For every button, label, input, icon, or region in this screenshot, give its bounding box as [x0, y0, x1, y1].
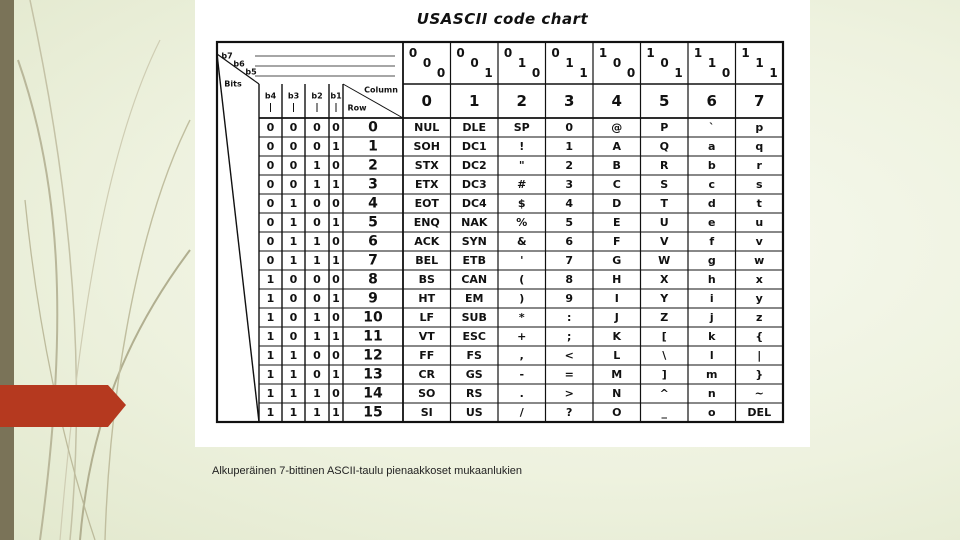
corner-label-bits: Bits — [224, 79, 242, 89]
row-bit: 0 — [266, 140, 275, 153]
table-cell: 7 — [565, 254, 574, 267]
table-cell: a — [708, 140, 716, 153]
table-cell: 1 — [565, 140, 574, 153]
table-cell: : — [567, 311, 572, 324]
column-number: 5 — [659, 92, 670, 110]
table-cell: P — [660, 121, 669, 134]
row-bit: 0 — [266, 121, 275, 134]
table-cell: v — [755, 235, 763, 248]
row-bit: 1 — [313, 311, 321, 324]
row-bit: 0 — [266, 254, 275, 267]
table-cell: * — [518, 311, 525, 324]
table-cell: FS — [466, 349, 482, 362]
table-cell: _ — [661, 406, 667, 419]
corner-label-column: Column — [364, 85, 398, 95]
row-number: 0 — [368, 119, 378, 136]
table-cell: j — [709, 311, 714, 324]
column-bit: 1 — [741, 46, 750, 60]
row-bit: 1 — [332, 216, 340, 229]
row-number: 1 — [368, 138, 378, 155]
table-cell: x — [755, 273, 763, 286]
table-cell: $ — [517, 197, 526, 210]
row-bit: 0 — [313, 273, 321, 286]
table-cell: ` — [709, 121, 715, 134]
column-bit: 1 — [517, 56, 527, 70]
row-bit: 1 — [289, 216, 298, 229]
table-cell: SYN — [461, 235, 487, 248]
corner-label-b7: b7 — [221, 51, 233, 61]
row-number: 8 — [368, 271, 378, 288]
red-arrow-tab — [0, 385, 130, 429]
table-cell: STX — [414, 159, 439, 172]
row-bit: 0 — [266, 216, 275, 229]
column-bit: 1 — [755, 56, 764, 70]
table-cell: d — [707, 197, 716, 210]
table-cell: Y — [660, 292, 669, 305]
table-cell: SO — [418, 387, 436, 400]
row-bit: 1 — [266, 387, 275, 400]
column-bit: 0 — [422, 56, 432, 70]
row-bit: 0 — [313, 121, 321, 134]
row-bit: 0 — [289, 292, 298, 305]
row-number: 11 — [363, 328, 383, 345]
table-cell: ENQ — [413, 216, 440, 229]
table-cell: c — [708, 178, 716, 191]
row-bit: 1 — [313, 178, 321, 191]
column-bit: 0 — [626, 66, 636, 80]
table-cell: V — [659, 235, 669, 248]
table-cell: 2 — [565, 159, 574, 172]
table-cell: SI — [420, 406, 433, 419]
table-cell: Z — [660, 311, 669, 324]
table-cell: 5 — [565, 216, 574, 229]
column-bit: 0 — [408, 46, 418, 60]
row-bit: 1 — [332, 330, 340, 343]
column-bit: 0 — [436, 66, 446, 80]
table-cell: LF — [419, 311, 435, 324]
chart-title: USASCII code chart — [416, 10, 589, 28]
row-bit: 0 — [266, 197, 275, 210]
table-cell: + — [517, 330, 527, 343]
table-cell: f — [709, 235, 715, 248]
table-cell: E — [612, 216, 621, 229]
column-number: 6 — [706, 92, 717, 110]
table-cell: CAN — [461, 273, 488, 286]
column-bit: 0 — [503, 46, 513, 60]
table-cell: & — [516, 235, 527, 248]
row-bit: 0 — [332, 387, 340, 400]
table-cell: . — [519, 387, 524, 400]
table-cell: b — [707, 159, 716, 172]
column-bit: 1 — [707, 56, 717, 70]
table-cell: w — [754, 254, 765, 267]
table-cell: ( — [519, 273, 525, 286]
table-cell: H — [612, 273, 622, 286]
row-bit: 1 — [289, 406, 298, 419]
table-cell: Q — [659, 140, 669, 153]
table-cell: 8 — [565, 273, 574, 286]
column-bit: 0 — [660, 56, 669, 70]
bit-header-b1: b1 — [330, 91, 342, 101]
column-number: 1 — [469, 92, 480, 110]
row-number: 7 — [368, 252, 378, 269]
table-cell: [ — [661, 330, 667, 343]
row-bit: 0 — [289, 159, 298, 172]
row-bit: 0 — [332, 121, 340, 134]
ascii-chart-image — [195, 0, 810, 447]
table-cell: B — [612, 159, 621, 172]
table-cell: 4 — [565, 197, 574, 210]
corner-label-row: Row — [347, 103, 367, 113]
row-bit: 0 — [332, 311, 340, 324]
table-cell: ETB — [462, 254, 486, 267]
table-cell: DC1 — [461, 140, 487, 153]
row-bit: 1 — [266, 292, 275, 305]
table-cell: " — [518, 159, 525, 172]
row-bit: 0 — [313, 292, 321, 305]
bit-header-b3: b3 — [287, 91, 300, 101]
table-cell: ETX — [415, 178, 439, 191]
table-cell: m — [706, 368, 718, 381]
row-bit: 1 — [289, 387, 298, 400]
row-bit: 1 — [313, 406, 321, 419]
table-cell: M — [611, 368, 623, 381]
table-cell: e — [708, 216, 716, 229]
table-cell: CR — [418, 368, 436, 381]
column-bit: 1 — [646, 46, 655, 60]
table-cell: G — [612, 254, 622, 267]
table-cell: EOT — [414, 197, 439, 210]
table-cell: D — [612, 197, 622, 210]
column-bit: 0 — [456, 46, 465, 60]
row-bit: 1 — [313, 387, 321, 400]
deco-stroke — [30, 0, 76, 540]
row-bit: 1 — [332, 254, 340, 267]
table-cell: DC2 — [461, 159, 487, 172]
table-cell: ) — [519, 292, 525, 305]
table-cell: 3 — [565, 178, 574, 191]
column-bit: 1 — [565, 56, 574, 70]
row-bit: 1 — [289, 368, 298, 381]
row-number: 4 — [368, 195, 378, 212]
column-bit: 1 — [484, 66, 493, 80]
row-bit: 0 — [332, 159, 340, 172]
deco-stroke — [25, 200, 95, 540]
table-cell: % — [516, 216, 528, 229]
table-cell: GS — [465, 368, 483, 381]
row-number: 14 — [363, 385, 383, 402]
table-cell: t — [756, 197, 762, 210]
table-cell: L — [613, 349, 621, 362]
row-bit: 1 — [313, 159, 321, 172]
table-cell: k — [708, 330, 716, 343]
table-cell: < — [564, 349, 574, 362]
table-cell: FF — [419, 349, 435, 362]
table-cell: l — [709, 349, 714, 362]
table-cell: ; — [567, 330, 572, 343]
table-cell: SUB — [461, 311, 487, 324]
row-bit: 1 — [289, 197, 298, 210]
table-cell: { — [755, 330, 764, 343]
row-bit: 0 — [289, 178, 298, 191]
table-cell: DEL — [747, 406, 772, 419]
row-bit: 1 — [313, 330, 321, 343]
table-cell: RS — [466, 387, 483, 400]
table-cell: R — [660, 159, 669, 172]
column-number: 4 — [611, 92, 622, 110]
table-cell: z — [756, 311, 763, 324]
table-cell: h — [707, 273, 716, 286]
row-number: 3 — [368, 176, 378, 193]
row-number: 13 — [363, 366, 383, 383]
column-number: 2 — [516, 92, 527, 110]
table-cell: \ — [662, 349, 667, 362]
table-cell: DC4 — [461, 197, 487, 210]
row-bit: 0 — [332, 197, 340, 210]
table-cell: NAK — [461, 216, 488, 229]
row-number: 6 — [368, 233, 378, 250]
table-cell: r — [756, 159, 762, 172]
column-bit: 1 — [769, 66, 778, 80]
column-number: 7 — [754, 92, 765, 110]
row-bit: 0 — [313, 216, 321, 229]
corner-diagonal — [217, 51, 259, 422]
row-bit: 1 — [266, 349, 275, 362]
row-bit: 0 — [332, 235, 340, 248]
table-cell: X — [660, 273, 669, 286]
ascii-table-svg — [195, 0, 810, 447]
row-bit: 0 — [289, 273, 298, 286]
table-cell: HT — [418, 292, 436, 305]
column-number: 3 — [564, 92, 575, 110]
column-bit: 0 — [531, 66, 541, 80]
table-cell: N — [612, 387, 622, 400]
table-cell: o — [707, 406, 716, 419]
bit-header-b4: b4 — [264, 91, 277, 101]
row-bit: 1 — [332, 406, 340, 419]
row-bit: 0 — [313, 349, 321, 362]
table-cell: g — [707, 254, 716, 267]
row-bit: 0 — [266, 235, 275, 248]
table-cell: I — [614, 292, 619, 305]
table-cell: NUL — [414, 121, 440, 134]
table-cell: , — [519, 349, 524, 362]
table-cell: ~ — [754, 387, 764, 400]
corner-label-b5: b5 — [245, 67, 257, 77]
table-cell: BEL — [415, 254, 439, 267]
deco-stroke — [105, 120, 190, 540]
row-bit: 1 — [332, 140, 340, 153]
table-cell: W — [658, 254, 671, 267]
row-bit: 1 — [289, 254, 298, 267]
table-cell: - — [519, 368, 525, 381]
table-cell: O — [612, 406, 622, 419]
row-bit: 0 — [266, 159, 275, 172]
table-cell: ? — [566, 406, 573, 419]
table-cell: T — [660, 197, 669, 210]
row-bit: 1 — [289, 349, 298, 362]
row-number: 12 — [363, 347, 383, 364]
table-cell: @ — [611, 121, 623, 134]
row-bit: 1 — [332, 178, 340, 191]
table-cell: p — [755, 121, 764, 134]
table-cell: n — [707, 387, 716, 400]
table-cell: SOH — [413, 140, 440, 153]
table-cell: BS — [418, 273, 435, 286]
table-cell: SP — [513, 121, 530, 134]
table-cell: / — [519, 406, 524, 419]
row-bit: 0 — [289, 121, 298, 134]
row-bit: 1 — [266, 368, 275, 381]
table-cell: DC3 — [461, 178, 487, 191]
table-cell: q — [755, 140, 764, 153]
table-cell: ' — [520, 254, 524, 267]
column-bit: 0 — [721, 66, 731, 80]
row-bit: 1 — [289, 235, 298, 248]
table-cell: u — [755, 216, 764, 229]
row-bit: 0 — [289, 330, 298, 343]
row-number: 15 — [363, 404, 383, 421]
table-cell: 9 — [565, 292, 574, 305]
row-number: 5 — [368, 214, 378, 231]
table-cell: C — [612, 178, 621, 191]
table-cell: US — [465, 406, 483, 419]
row-bit: 0 — [332, 349, 340, 362]
row-bit: 0 — [289, 311, 298, 324]
row-bit: 0 — [313, 197, 321, 210]
table-cell: ^ — [659, 387, 669, 400]
table-cell: > — [564, 387, 574, 400]
column-number: 0 — [421, 92, 432, 110]
table-cell: | — [757, 349, 762, 362]
row-bit: 1 — [332, 368, 340, 381]
row-bit: 1 — [266, 273, 275, 286]
table-cell: ] — [661, 368, 667, 381]
row-bit: 1 — [266, 311, 275, 324]
table-cell: # — [517, 178, 527, 191]
table-cell: J — [614, 311, 619, 324]
table-cell: U — [659, 216, 669, 229]
table-cell: 6 — [565, 235, 574, 248]
row-bit: 0 — [289, 140, 298, 153]
row-bit: 0 — [313, 368, 321, 381]
row-bit: 1 — [332, 292, 340, 305]
row-bit: 0 — [266, 178, 275, 191]
table-cell: EM — [465, 292, 484, 305]
row-number: 10 — [363, 309, 383, 326]
bit-header-b2: b2 — [311, 91, 323, 101]
corner-label-b6: b6 — [233, 59, 245, 69]
table-cell: s — [755, 178, 763, 191]
row-number: 2 — [368, 157, 378, 174]
column-bit: 0 — [612, 56, 622, 70]
row-bit: 1 — [266, 406, 275, 419]
row-bit: 0 — [313, 140, 321, 153]
table-cell: ACK — [414, 235, 440, 248]
row-bit: 0 — [332, 273, 340, 286]
row-bit: 1 — [266, 330, 275, 343]
table-cell: i — [709, 292, 714, 305]
slide-caption: Alkuperäinen 7-bittinen ASCII-taulu pienaakkoset mukaanlukien — [212, 465, 523, 477]
column-bit: 0 — [551, 46, 560, 60]
table-cell: 0 — [565, 121, 574, 134]
table-cell: VT — [418, 330, 435, 343]
table-cell: ! — [519, 140, 525, 153]
row-number: 9 — [368, 290, 378, 307]
table-cell: A — [612, 140, 622, 153]
table-cell: S — [660, 178, 669, 191]
table-cell: F — [612, 235, 621, 248]
table-cell: } — [755, 368, 764, 381]
column-bit: 1 — [598, 46, 608, 60]
row-bit: 1 — [313, 235, 321, 248]
row-bit: 1 — [313, 254, 321, 267]
table-cell: K — [612, 330, 622, 343]
table-cell: ESC — [462, 330, 487, 343]
column-bit: 1 — [693, 46, 703, 60]
column-bit: 0 — [470, 56, 479, 70]
table-cell: = — [564, 368, 574, 381]
column-bit: 1 — [674, 66, 683, 80]
column-bit: 1 — [579, 66, 588, 80]
table-cell: DLE — [462, 121, 487, 134]
table-cell: y — [755, 292, 763, 305]
